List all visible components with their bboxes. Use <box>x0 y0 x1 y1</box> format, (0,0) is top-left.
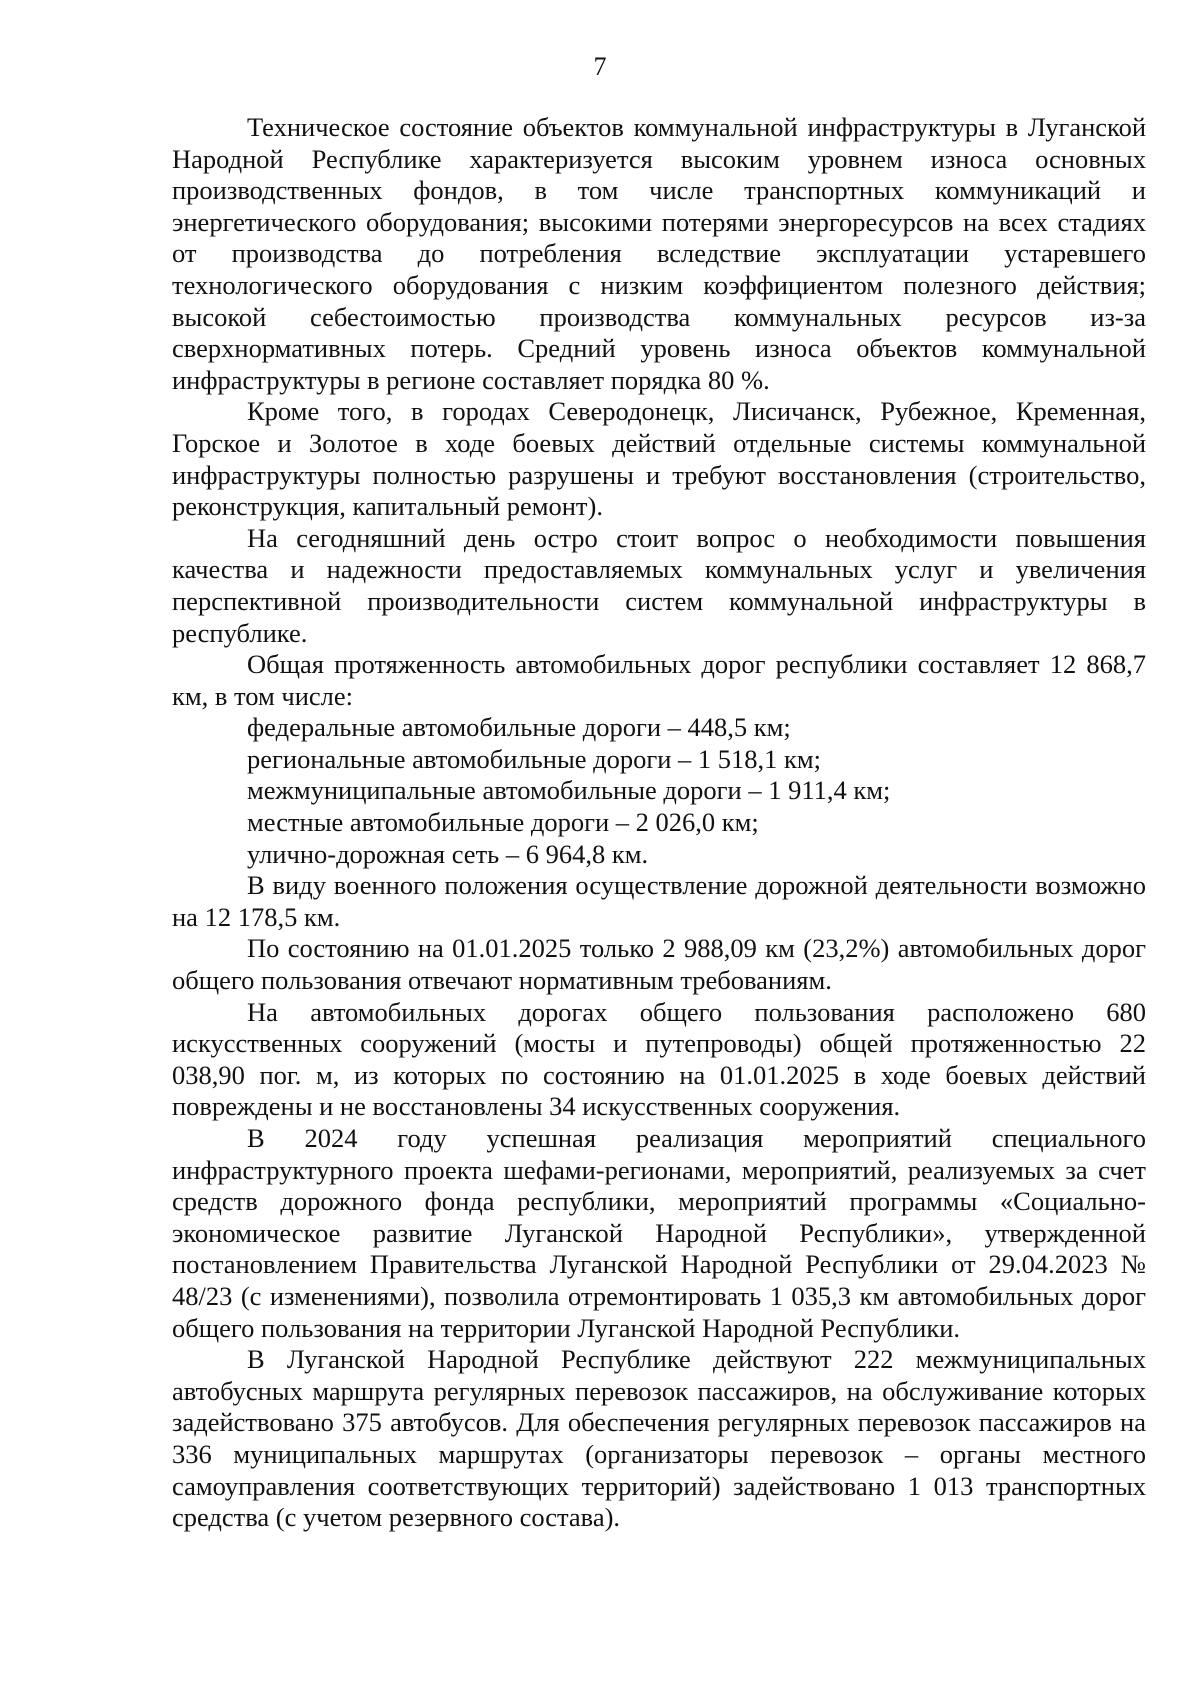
paragraph-infrastructure-condition: Техническое состояние объектов коммунальной инфраструктуры в Луганской Народной Республике характеризуется высоким уровнем износа основных производственных фондов, в том числе транспортных коммуникаций и энергетического оборудования; высокими потерями энергоресурсов на всех стадиях от производства до потребления вследствие эксплуатации устаревшего технологического оборудования с низким коэффициентом полезного действия; высокой себестоимостью производства коммунальных ресурсов из-за сверхнормативных потерь. Средний уровень износа объектов коммунальной инфраструктуры в регионе составляет порядка 80 %. <box>172 112 1146 395</box>
paragraph-service-quality: На сегодняшний день остро стоит вопрос о необходимости повышения качества и надежности предоставляемых коммунальных услуг и увеличения перспективной производительности систем коммунальной инфраструктуры в республике. <box>172 522 1146 648</box>
paragraph-bus-routes: В Луганской Народной Республике действуют 222 межмуниципальных автобусных маршрута регулярных перевозок пассажиров, на обслуживание которых задействовано 375 автобусов. Для обеспечения регулярных перевозок пассажиров на 336 муниципальных маршрутах (организаторы перевозок – органы местного самоуправления соответствующих территорий) задействовано 1 013 транспортных средства (с учетом резервного состава). <box>172 1344 1146 1533</box>
list-item: улично-дорожная сеть – 6 964,8 км. <box>247 838 649 869</box>
list-item: местные автомобильные дороги – 2 026,0 км; <box>247 807 759 838</box>
paragraph-road-standards: По состоянию на 01.01.2025 только 2 988,09 км (23,2%) автомобильных дорог общего пользования отвечают нормативным требованиям. <box>172 933 1146 996</box>
list-item: межмуниципальные автомобильные дороги – 1 911,4 км; <box>247 775 891 806</box>
paragraph-martial-law: В виду военного положения осуществление дорожной деятельности возможно на 12 178,5 км. <box>172 870 1146 932</box>
list-item: федеральные автомобильные дороги – 448,5 км; <box>247 712 791 743</box>
paragraph-bridges: На автомобильных дорогах общего пользования расположено 680 искусственных сооружений (мосты и путепроводы) общей протяженностью 22 038,90 пог. м, из которых по состоянию на 01.01.2025 в ходе боевых действий повреждены и не восстановлены 34 искусственных сооружения. <box>172 996 1146 1122</box>
page-number: 7 <box>593 52 607 81</box>
list-item: региональные автомобильные дороги – 1 518,1 км; <box>247 743 822 774</box>
document-body <box>172 112 1146 1534</box>
paragraph-2024-repairs: В 2024 году успешная реализация мероприятий специального инфраструктурного проекта шефами-регионами, мероприятий, реализуемых за счет средств дорожного фонда республики, мероприятий программы «Социально-экономическое развитие Луганской Народной Республики», утвержденной постановлением Правительства Луганской Народной Республики от 29.04.2023 № 48/23 (с изменениями), позволила отремонтировать 1 035,3 км автомобильных дорог общего пользования на территории Луганской Народной Республики. <box>172 1123 1146 1343</box>
paragraph-road-length: Общая протяженность автомобильных дорог республики составляет 12 868,7 км, в том числе: <box>172 649 1146 711</box>
paragraph-destroyed-systems: Кроме того, в городах Северодонецк, Лисичанск, Рубежное, Кременная, Горское и Золотое в ходе боевых действий отдельные системы коммунальной инфраструктуры полностью разрушены и требуют восстановления (строительство, реконструкция, капитальный ремонт). <box>172 396 1146 522</box>
road-category-list <box>172 712 1146 870</box>
